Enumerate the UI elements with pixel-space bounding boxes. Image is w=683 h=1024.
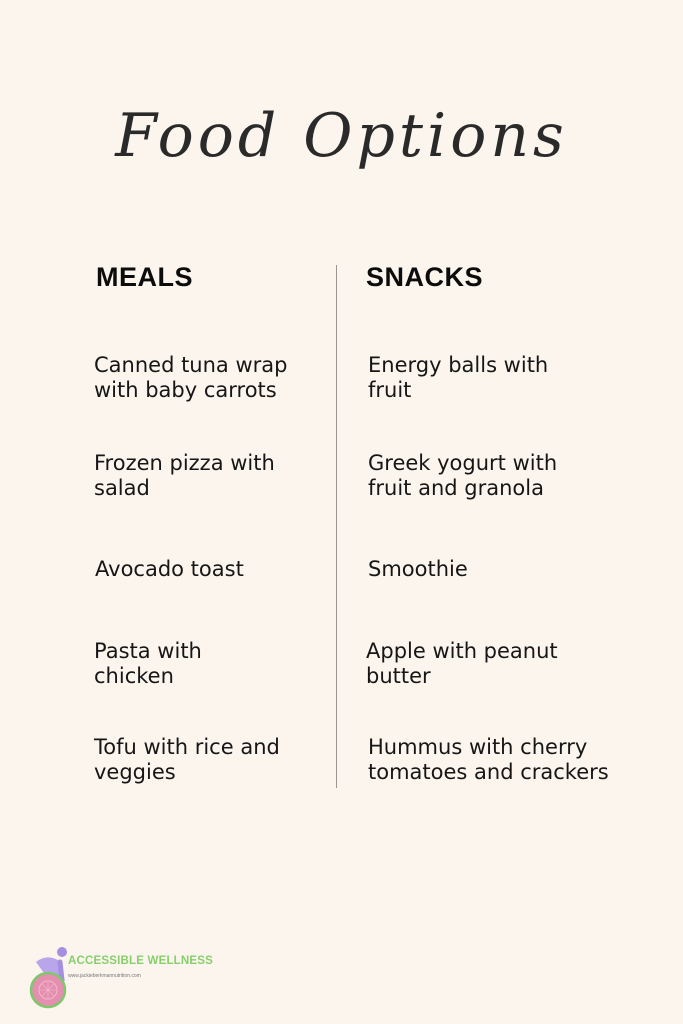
snack-item: Energy balls with fruit xyxy=(368,353,549,402)
snack-item: Hummus with cherry tomatoes and crackers xyxy=(368,735,609,784)
snacks-header: SNACKS xyxy=(366,262,484,292)
page-title: Food Options xyxy=(115,101,568,171)
snack-item: Smoothie xyxy=(368,557,468,581)
meals-header: MEALS xyxy=(96,262,193,292)
snack-item: Apple with peanut butter xyxy=(366,639,558,688)
wheelchair-user-icon xyxy=(30,947,67,1008)
logo-url: www.jackieberkmannutrition.com xyxy=(68,973,141,979)
column-divider xyxy=(336,265,337,788)
meal-item: Tofu with rice and veggies xyxy=(94,735,280,784)
snack-item: Greek yogurt with fruit and granola xyxy=(368,451,558,500)
logo-name: ACCESSIBLE WELLNESS xyxy=(68,955,214,967)
meal-item: Avocado toast xyxy=(95,557,244,581)
meal-item: Canned tuna wrap with baby carrots xyxy=(94,353,288,402)
meal-item: Pasta with chicken xyxy=(94,639,202,688)
meal-item: Frozen pizza with salad xyxy=(94,451,275,500)
